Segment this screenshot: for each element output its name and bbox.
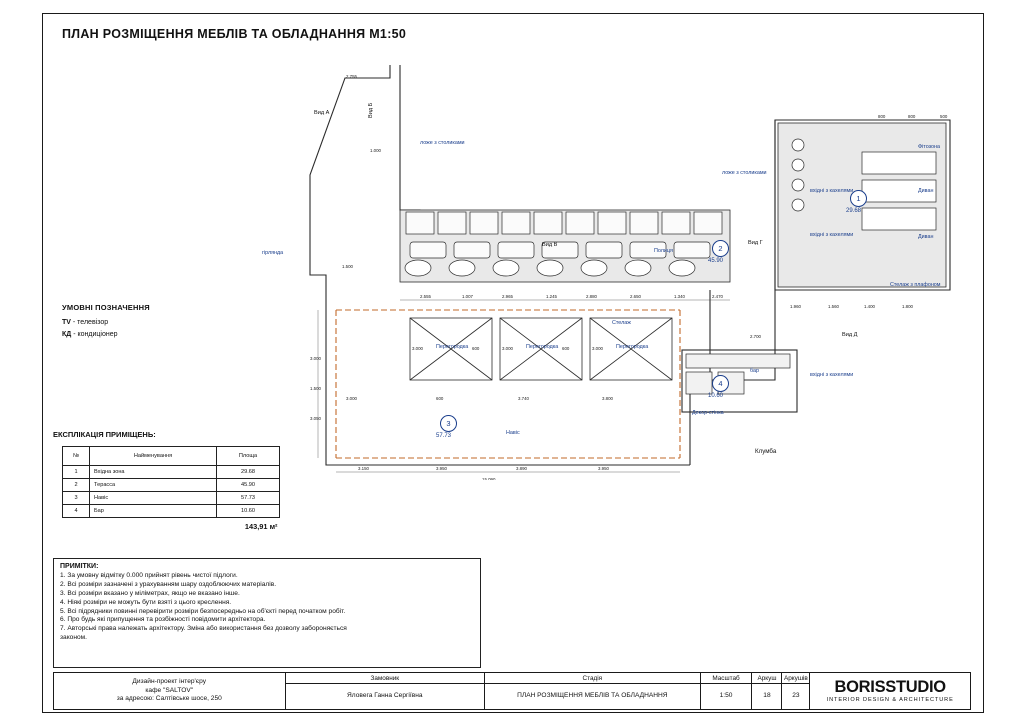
notes-line: 5. Всі підрядники повинні перевірити розміри безпосередньо на об'єкті перед початком робіт. [60, 607, 346, 615]
row-name: Бар [90, 505, 217, 518]
room-area-3: 57.73 [436, 433, 452, 439]
svg-text:1.560: 1.560 [828, 304, 839, 309]
svg-text:2.470: 2.470 [712, 294, 723, 299]
legend-item-tv [62, 319, 108, 326]
svg-text:1.800: 1.800 [902, 304, 913, 309]
row-name: Вхідна зона [90, 466, 217, 479]
client-head: Замовник [286, 673, 485, 684]
svg-text:1.400: 1.400 [864, 304, 875, 309]
annotation-sofa-tables-2: ложе з столиками [722, 170, 767, 176]
row-area: 57.73 [217, 492, 280, 505]
scale-head: Масштаб [701, 673, 752, 684]
studio-name: BORISSTUDIO [834, 677, 946, 696]
studio-logo [810, 673, 970, 709]
notes-line: 3. Всі розміри вказано у міліметрах, якщо не вказано інше. [60, 589, 240, 597]
annotation-rack-lamp: Стелаж з плафоном [890, 282, 941, 288]
svg-text:3.890: 3.890 [516, 466, 527, 471]
table-total-row [63, 518, 280, 535]
row-num: 4 [63, 505, 90, 518]
svg-text:2.755: 2.755 [346, 74, 357, 79]
annotation-phytozone: Фітозона [918, 144, 941, 150]
legend-key-tv: TV [62, 319, 71, 326]
title-block [53, 672, 971, 710]
notes-line: 4. Ніякі розміри не можуть бути взяті з цього креслення. [60, 598, 232, 606]
legend-value-ac: - кондиціонер [73, 331, 118, 338]
room-marker-2: 2 [712, 240, 729, 257]
annotation-shelf: Полиця [654, 248, 673, 254]
svg-text:2.650: 2.650 [630, 294, 641, 299]
notes-line: 1. За умовну відмітку 0.000 прийнят рівень чистої підлоги. [60, 572, 238, 579]
sheets-body: 23 [792, 692, 800, 700]
notes-line: 2. Всі розміри зазначені з урахуванням шару оздоблюючих матеріалів. [60, 580, 277, 588]
project-info [117, 673, 222, 709]
view-label-d: Вид Д [842, 332, 858, 338]
room-area-1: 29.68 [846, 208, 862, 214]
annotation-sofa-1: Диван [918, 188, 934, 194]
stage-body: ПЛАН РОЗМІЩЕННЯ МЕБЛІВ ТА ОБЛАДНАННЯ [517, 692, 668, 700]
svg-text:600: 600 [436, 396, 444, 401]
svg-text:800: 800 [908, 114, 916, 119]
svg-text:1.500: 1.500 [310, 386, 321, 391]
svg-text:600: 600 [562, 346, 570, 351]
svg-text:3.000: 3.000 [592, 346, 603, 351]
view-label-a: Вид А [314, 110, 330, 116]
scale-body: 1:50 [719, 692, 733, 700]
svg-text:3.000: 3.000 [502, 346, 513, 351]
svg-text:3.800: 3.800 [602, 396, 613, 401]
annotation-rack: Стелаж [612, 320, 631, 326]
svg-text:1.960: 1.960 [790, 304, 801, 309]
svg-text:3.000: 3.000 [412, 346, 423, 351]
annotation-partition-1: Перегородка [436, 344, 469, 350]
svg-text:3.050: 3.050 [310, 416, 321, 421]
annotation-tiles-3: вхідні з кахелями [810, 372, 854, 378]
legend-key-ac: КД [62, 331, 72, 338]
notes-block [53, 558, 481, 668]
view-label-g: Вид Г [748, 240, 763, 246]
project-line: кафе "SALTOV" [145, 686, 194, 694]
project-line: за адресою: Салтівське шосе, 250 [116, 695, 222, 703]
svg-text:3.950: 3.950 [598, 466, 609, 471]
col-name: Найменування [90, 447, 217, 466]
svg-text:1.007: 1.007 [462, 294, 473, 299]
notes-line: 6. Про будь які припущення та розбіжності повідомити архітектора. [60, 616, 266, 624]
col-area: Площа [217, 447, 280, 466]
table-row [63, 492, 280, 505]
room-marker-4: 4 [712, 375, 729, 392]
sheet-body: 18 [763, 692, 771, 700]
view-label-v: Вид В [542, 242, 558, 248]
sheets-head: Аркушів [783, 675, 808, 682]
room-marker-3: 3 [440, 415, 457, 432]
floor-plan-drawing [250, 60, 970, 480]
notes-line: 7. Авторські права належать архітектору. Зміна або використання без дозволу забороняється [60, 625, 347, 633]
annotation-tiles-1: вхідні з кахелями [810, 188, 854, 194]
annotation-decor-wall: Декор-стінка [692, 410, 724, 416]
table-row [63, 479, 280, 492]
row-num: 3 [63, 492, 90, 505]
row-area: 10.60 [217, 505, 280, 518]
svg-text:1.000: 1.000 [370, 148, 381, 153]
client-body: Яловега Ганна Сергіївна [347, 692, 423, 700]
svg-text:3.740: 3.740 [518, 396, 529, 401]
annotation-sofa-2: Диван [918, 234, 934, 240]
table-header-row [63, 447, 280, 466]
annotation-bar: бар [750, 368, 759, 374]
svg-text:3.000: 3.000 [346, 396, 357, 401]
svg-text:1.245: 1.245 [546, 294, 557, 299]
row-area: 29.68 [217, 466, 280, 479]
row-num: 1 [63, 466, 90, 479]
title-block-scale [701, 673, 753, 709]
notes-title: ПРИМІТКИ: [60, 563, 99, 570]
svg-text:3.150: 3.150 [358, 466, 369, 471]
notes-line: законом. [60, 634, 87, 642]
svg-text:15.090: 15.090 [482, 477, 496, 480]
title-block-sheet [752, 673, 782, 709]
total-area: 143,91 м² [244, 522, 278, 531]
row-num: 2 [63, 479, 90, 492]
svg-text:500: 500 [940, 114, 948, 119]
col-num: № [63, 447, 90, 466]
title-block-sheets [782, 673, 810, 709]
svg-text:600: 600 [472, 346, 480, 351]
svg-text:2.555: 2.555 [420, 294, 431, 299]
svg-text:3.000: 3.000 [310, 356, 321, 361]
annotation-partition-3: Перегородка [616, 344, 649, 350]
room-area-4: 10.60 [708, 393, 724, 399]
annotation-partition-2: Перегородка [526, 344, 559, 350]
plan-svg [250, 60, 970, 480]
row-area: 45.90 [217, 479, 280, 492]
explication-title: ЕКСПЛІКАЦІЯ ПРИМІЩЕНЬ: [53, 430, 156, 439]
flowerbed-label: Клумба [755, 448, 777, 455]
sheet-head: Аркуш [752, 673, 781, 684]
explication-table [62, 446, 280, 534]
room-area-2: 45.90 [708, 258, 724, 264]
table-row [63, 505, 280, 518]
svg-text:800: 800 [878, 114, 886, 119]
view-label-b: Вид Б [368, 102, 374, 118]
legend-title: УМОВНІ ПОЗНАЧЕННЯ [62, 303, 150, 312]
legend-item-ac [62, 331, 118, 338]
stage-head: Стадія [485, 673, 700, 684]
title-block-stage [485, 673, 701, 709]
row-name: Навіс [90, 492, 217, 505]
row-name: Терасса [90, 479, 217, 492]
svg-text:2.700: 2.700 [750, 334, 761, 339]
annotation-sofa-tables-1: ложе з столиками [420, 140, 465, 146]
annotation-tiles-2: вхідні з кахелями [810, 232, 854, 238]
svg-text:2.880: 2.880 [586, 294, 597, 299]
title-block-project [54, 673, 286, 709]
svg-text:3.950: 3.950 [436, 466, 447, 471]
annotation-garland: гірлянда [262, 250, 284, 256]
svg-text:2.965: 2.965 [502, 294, 513, 299]
svg-text:1.500: 1.500 [342, 264, 353, 269]
page-title: ПЛАН РОЗМІЩЕННЯ МЕБЛІВ ТА ОБЛАДНАННЯ М1:50 [62, 27, 407, 41]
table-row [63, 466, 280, 479]
svg-text:1.340: 1.340 [674, 294, 685, 299]
room-marker-1: 1 [850, 190, 867, 207]
title-block-client [286, 673, 486, 709]
legend-value-tv: - телевізор [72, 319, 109, 326]
project-line: Дизайн-проект інтер'єру [132, 677, 207, 685]
annotation-canopy: Навіс [506, 430, 520, 436]
studio-tagline: INTERIOR DESIGN & ARCHITECTURE [826, 697, 954, 704]
